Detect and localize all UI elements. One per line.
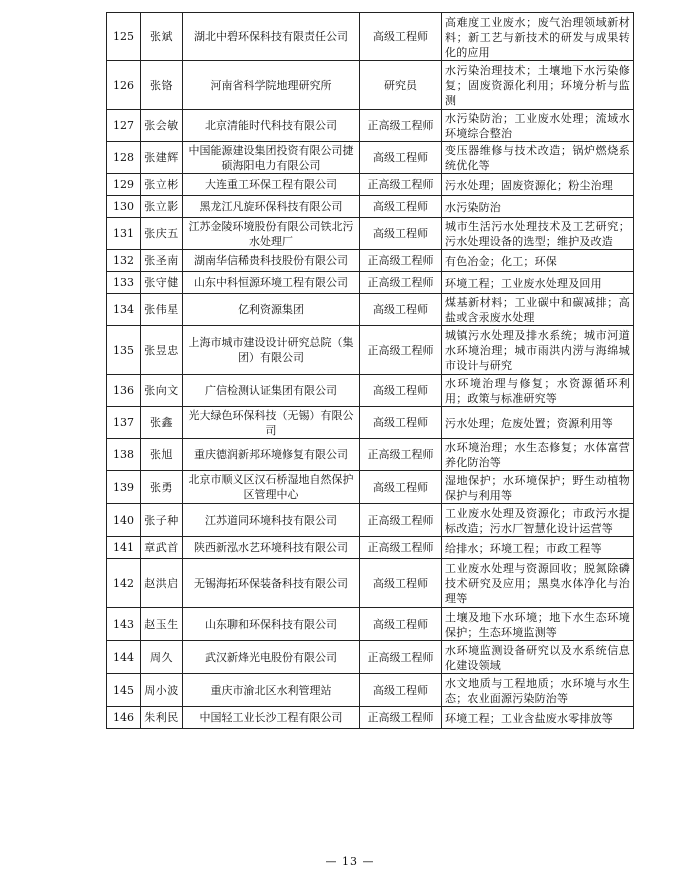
table-row xyxy=(107,375,634,407)
professional-title: 正高级工程师 xyxy=(360,707,442,729)
expertise-area: 给排水；环境工程；市政工程等 xyxy=(442,537,634,559)
expertise-area: 污水处理；固废资源化；粉尘治理 xyxy=(442,174,634,196)
organization: 湖南华信稀贵科技股份有限公司 xyxy=(183,250,360,272)
organization: 湖北中碧环保科技有限责任公司 xyxy=(183,13,360,61)
table-row xyxy=(107,326,634,375)
organization: 江苏道同环境科技有限公司 xyxy=(183,504,360,537)
expert-name: 朱利民 xyxy=(141,707,183,729)
expertise-area: 土壤及地下水环境；地下水生态环境保护；生态环境监测等 xyxy=(442,608,634,641)
expertise-area: 煤基新材料；工业碳中和碳减排；高盐或含汞废水处理 xyxy=(442,294,634,326)
table-row xyxy=(107,272,634,294)
professional-title: 正高级工程师 xyxy=(360,250,442,272)
row-number: 133 xyxy=(107,272,141,294)
professional-title: 正高级工程师 xyxy=(360,272,442,294)
table-row xyxy=(107,218,634,250)
expert-name: 张斌 xyxy=(141,13,183,61)
expertise-area: 水环境监测设备研究以及水系统信息化建设领域 xyxy=(442,641,634,674)
row-number: 146 xyxy=(107,707,141,729)
professional-title: 正高级工程师 xyxy=(360,641,442,674)
expert-name: 张鑫 xyxy=(141,407,183,439)
expert-table xyxy=(106,12,634,729)
expert-name: 张立影 xyxy=(141,196,183,218)
expertise-area: 有色冶金；化工；环保 xyxy=(442,250,634,272)
expertise-area: 水文地质与工程地质；水环境与水生态；农业面源污染防治等 xyxy=(442,674,634,707)
professional-title: 高级工程师 xyxy=(360,13,442,61)
organization: 光大绿色环保科技（无锡）有限公司 xyxy=(183,407,360,439)
table-row xyxy=(107,674,634,707)
table-row xyxy=(107,142,634,174)
professional-title: 高级工程师 xyxy=(360,196,442,218)
expertise-area: 城镇污水处理及排水系统；城市河道水环境治理；城市雨洪内涝与海绵城市设计与研究 xyxy=(442,326,634,375)
expert-name: 章武首 xyxy=(141,537,183,559)
professional-title: 高级工程师 xyxy=(360,218,442,250)
professional-title: 高级工程师 xyxy=(360,407,442,439)
professional-title: 正高级工程师 xyxy=(360,326,442,375)
expertise-area: 水污染防治；工业废水处理；流域水环境综合整治 xyxy=(442,110,634,142)
professional-title: 高级工程师 xyxy=(360,375,442,407)
expert-name: 周小波 xyxy=(141,674,183,707)
professional-title: 正高级工程师 xyxy=(360,110,442,142)
organization: 陕西新泓水艺环境科技有限公司 xyxy=(183,537,360,559)
table-row xyxy=(107,504,634,537)
expertise-area: 水环境治理与修复；水资源循环利用；政策与标准研究等 xyxy=(442,375,634,407)
expert-name: 张昱忠 xyxy=(141,326,183,375)
row-number: 134 xyxy=(107,294,141,326)
row-number: 131 xyxy=(107,218,141,250)
organization: 山东聊和环保科技有限公司 xyxy=(183,608,360,641)
expert-name: 张会敏 xyxy=(141,110,183,142)
expert-name: 周久 xyxy=(141,641,183,674)
expert-name: 张旭 xyxy=(141,439,183,471)
row-number: 132 xyxy=(107,250,141,272)
table-row xyxy=(107,471,634,504)
expert-table-body xyxy=(107,13,634,729)
organization: 广信检测认证集团有限公司 xyxy=(183,375,360,407)
expert-name: 张勇 xyxy=(141,471,183,504)
organization: 武汉新烽光电股份有限公司 xyxy=(183,641,360,674)
expertise-area: 湿地保护；水环境保护；野生动植物保护与利用等 xyxy=(442,471,634,504)
organization: 重庆德润新邦环境修复有限公司 xyxy=(183,439,360,471)
row-number: 127 xyxy=(107,110,141,142)
organization: 亿利资源集团 xyxy=(183,294,360,326)
professional-title: 正高级工程师 xyxy=(360,537,442,559)
row-number: 129 xyxy=(107,174,141,196)
row-number: 143 xyxy=(107,608,141,641)
table-row xyxy=(107,110,634,142)
professional-title: 高级工程师 xyxy=(360,559,442,608)
expertise-area: 工业废水处理与资源回收；脱氮除磷技术研究及应用；黑臭水体净化与治理等 xyxy=(442,559,634,608)
expert-name: 张铬 xyxy=(141,61,183,110)
expert-name: 张向文 xyxy=(141,375,183,407)
expertise-area: 污水处理；危废处置；资源利用等 xyxy=(442,407,634,439)
table-row xyxy=(107,608,634,641)
organization: 江苏金陵环境股份有限公司铁北污水处理厂 xyxy=(183,218,360,250)
row-number: 145 xyxy=(107,674,141,707)
organization: 黑龙江凡旋环保科技有限公司 xyxy=(183,196,360,218)
expertise-area: 城市生活污水处理技术及工艺研究；污水处理设备的选型；维护及改造 xyxy=(442,218,634,250)
page-number: — 13 — xyxy=(325,855,375,868)
professional-title: 高级工程师 xyxy=(360,142,442,174)
expertise-area: 水环境治理；水生态修复；水体富营养化防治等 xyxy=(442,439,634,471)
organization: 山东中科恒源环境工程有限公司 xyxy=(183,272,360,294)
organization: 中国能源建设集团投资有限公司捷硕海阳电力有限公司 xyxy=(183,142,360,174)
expertise-area: 高难度工业废水；废气治理领域新材料；新工艺与新技术的研发与成果转化的应用 xyxy=(442,13,634,61)
expert-name: 赵玉生 xyxy=(141,608,183,641)
organization: 北京市顺义区汉石桥湿地自然保护区管理中心 xyxy=(183,471,360,504)
professional-title: 高级工程师 xyxy=(360,294,442,326)
organization: 大连重工环保工程有限公司 xyxy=(183,174,360,196)
row-number: 130 xyxy=(107,196,141,218)
row-number: 138 xyxy=(107,439,141,471)
expertise-area: 环境工程；工业废水处理及回用 xyxy=(442,272,634,294)
table-row xyxy=(107,407,634,439)
expertise-area: 水污染治理技术；土壤地下水污染修复；固废资源化利用；环境分析与监测 xyxy=(442,61,634,110)
organization: 中国轻工业长沙工程有限公司 xyxy=(183,707,360,729)
organization: 无锡海拓环保装备科技有限公司 xyxy=(183,559,360,608)
row-number: 125 xyxy=(107,13,141,61)
organization: 重庆市渝北区水利管理站 xyxy=(183,674,360,707)
expertise-area: 变压器维修与技术改造；锅炉燃烧系统优化等 xyxy=(442,142,634,174)
table-row xyxy=(107,707,634,729)
expert-name: 张立彬 xyxy=(141,174,183,196)
expertise-area: 工业废水处理及资源化；市政污水提标改造；污水厂智慧化设计运营等 xyxy=(442,504,634,537)
organization: 上海市城市建设设计研究总院（集团）有限公司 xyxy=(183,326,360,375)
expert-name: 张子种 xyxy=(141,504,183,537)
table-row xyxy=(107,439,634,471)
table-row xyxy=(107,196,634,218)
professional-title: 正高级工程师 xyxy=(360,174,442,196)
row-number: 142 xyxy=(107,559,141,608)
expert-name: 张圣南 xyxy=(141,250,183,272)
row-number: 144 xyxy=(107,641,141,674)
expertise-area: 环境工程；工业含盐废水零排放等 xyxy=(442,707,634,729)
table-row xyxy=(107,294,634,326)
professional-title: 正高级工程师 xyxy=(360,439,442,471)
row-number: 141 xyxy=(107,537,141,559)
table-row xyxy=(107,174,634,196)
professional-title: 高级工程师 xyxy=(360,674,442,707)
row-number: 128 xyxy=(107,142,141,174)
expert-name: 张庆五 xyxy=(141,218,183,250)
row-number: 139 xyxy=(107,471,141,504)
table-row xyxy=(107,13,634,61)
table-row xyxy=(107,537,634,559)
table-row xyxy=(107,641,634,674)
expert-name: 赵洪启 xyxy=(141,559,183,608)
row-number: 136 xyxy=(107,375,141,407)
professional-title: 高级工程师 xyxy=(360,608,442,641)
professional-title: 正高级工程师 xyxy=(360,504,442,537)
row-number: 140 xyxy=(107,504,141,537)
professional-title: 高级工程师 xyxy=(360,471,442,504)
expert-name: 张建辉 xyxy=(141,142,183,174)
expert-name: 张守健 xyxy=(141,272,183,294)
organization: 河南省科学院地理研究所 xyxy=(183,61,360,110)
expert-name: 张伟星 xyxy=(141,294,183,326)
expertise-area: 水污染防治 xyxy=(442,196,634,218)
table-row xyxy=(107,559,634,608)
organization: 北京清能时代科技有限公司 xyxy=(183,110,360,142)
row-number: 137 xyxy=(107,407,141,439)
table-row xyxy=(107,250,634,272)
row-number: 135 xyxy=(107,326,141,375)
table-row xyxy=(107,61,634,110)
professional-title: 研究员 xyxy=(360,61,442,110)
row-number: 126 xyxy=(107,61,141,110)
